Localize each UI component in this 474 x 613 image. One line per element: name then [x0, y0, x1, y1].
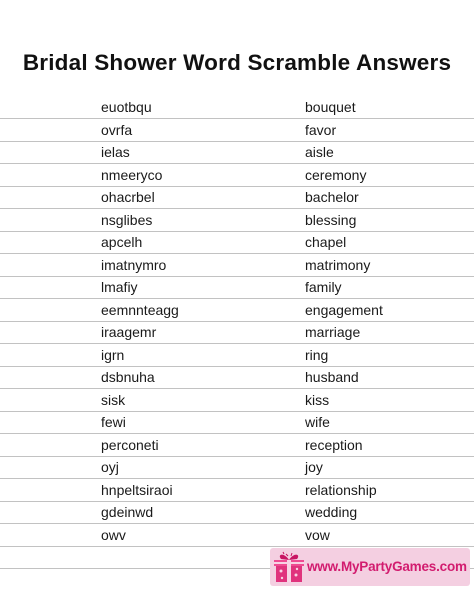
scrambled-word: dsbnuha: [101, 369, 155, 385]
ruled-line: [0, 253, 474, 254]
scrambled-word: apcelh: [101, 234, 143, 250]
answer-word: wife: [305, 414, 330, 430]
scrambled-word: perconeti: [101, 436, 159, 453]
answer-word: ring: [305, 346, 329, 363]
gift-box-icon: [272, 550, 306, 584]
scrambled-word: lmafiy: [101, 279, 138, 295]
ruled-line: [0, 501, 474, 502]
answer-word: vow: [305, 526, 330, 543]
ruled-line: [0, 163, 474, 164]
answer-word: matrimony: [305, 256, 371, 273]
ruled-line: [0, 186, 474, 187]
answer-word: wedding: [305, 504, 358, 520]
answer-word: joy: [305, 459, 323, 475]
ruled-line: [0, 523, 474, 524]
ruled-line: [0, 343, 474, 344]
scrambled-word: iraagemr: [101, 324, 157, 340]
answer-word: blessing: [305, 211, 357, 228]
answer-word: marriage: [305, 324, 361, 340]
ruled-line: [0, 141, 474, 142]
ruled-line: [0, 388, 474, 389]
ruled-line: [0, 208, 474, 209]
scrambled-word: eemnnteagg: [101, 301, 179, 318]
answer-word: family: [305, 279, 342, 295]
ruled-line: [0, 298, 474, 299]
scrambled-word: gdeinwd: [101, 504, 154, 520]
scrambled-word: ohacrbel: [101, 189, 155, 205]
scrambled-word: oyj: [101, 459, 119, 475]
answer-word: reception: [305, 436, 363, 453]
answer-word: husband: [305, 369, 359, 385]
ruled-line: [0, 231, 474, 232]
scrambled-word: sisk: [101, 391, 126, 408]
scrambled-word: imatnymro: [101, 256, 167, 273]
ruled-line: [0, 478, 474, 479]
answer-word: engagement: [305, 301, 383, 318]
scrambled-word: nmeeryco: [101, 166, 163, 183]
scrambled-word: fewi: [101, 414, 126, 430]
scrambled-word: igrn: [101, 346, 125, 363]
scrambled-word: ielas: [101, 144, 130, 160]
answer-word: bouquet: [305, 99, 356, 115]
ruled-line: [0, 321, 474, 322]
answer-word: chapel: [305, 234, 347, 250]
scrambled-word: owv: [101, 526, 126, 543]
site-url: www.MyPartyGames.com: [307, 559, 467, 574]
site-logo: [270, 548, 470, 586]
ruled-line: [0, 411, 474, 412]
ruled-line: [0, 456, 474, 457]
answer-word: bachelor: [305, 189, 359, 205]
scrambled-word: ovrfa: [101, 121, 133, 138]
scrambled-word: nsglibes: [101, 211, 153, 228]
scrambled-word: hnpeltsiraoi: [101, 481, 173, 498]
answer-word: relationship: [305, 481, 377, 498]
ruled-line: [0, 118, 474, 119]
answer-word: aisle: [305, 144, 334, 160]
answer-word: favor: [305, 121, 337, 138]
answer-word: ceremony: [305, 166, 367, 183]
page-title: Bridal Shower Word Scramble Answers: [22, 50, 452, 75]
ruled-line: [0, 546, 474, 547]
ruled-line: [0, 433, 474, 434]
scrambled-word: euotbqu: [101, 99, 152, 115]
ruled-line: [0, 366, 474, 367]
ruled-line: [0, 276, 474, 277]
answer-word: kiss: [305, 391, 330, 408]
